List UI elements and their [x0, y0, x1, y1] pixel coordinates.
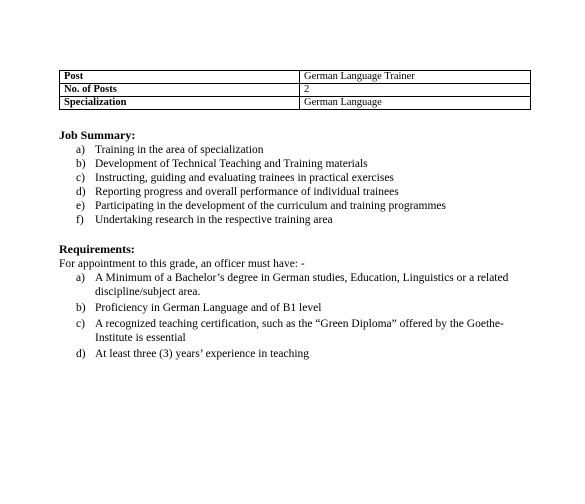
- list-item-text: Reporting progress and overall performance of individual trainees: [95, 186, 399, 198]
- list-item-text: At least three (3) years’ experience in teaching: [95, 348, 310, 360]
- no-of-posts-label: No. of Posts: [60, 84, 300, 97]
- post-details-table: [59, 70, 531, 110]
- list-item: [76, 347, 540, 361]
- list-item-text: Instructing, guiding and evaluating trainees in practical exercises: [95, 172, 394, 184]
- job-summary-heading: Job Summary:: [59, 128, 136, 142]
- list-item: [76, 185, 535, 199]
- list-marker: e): [76, 200, 85, 212]
- list-item: [76, 213, 535, 227]
- list-item: [76, 143, 535, 157]
- no-of-posts-value: 2: [300, 84, 531, 97]
- list-marker: f): [76, 214, 84, 226]
- table-row: [60, 97, 531, 110]
- list-marker: a): [76, 144, 85, 156]
- table-row: [60, 84, 531, 97]
- list-item: [76, 171, 535, 185]
- list-item-text: Undertaking research in the respective training area: [95, 214, 333, 226]
- list-marker: d): [76, 348, 86, 360]
- list-marker: d): [76, 186, 86, 198]
- post-value: German Language Trainer: [300, 71, 531, 84]
- requirements-intro: For appointment to this grade, an officer must have: -: [59, 258, 305, 270]
- list-item-text: A Minimum of a Bachelor’s degree in German studies, Education, Linguistics or a related discipline/subject area.: [95, 272, 509, 298]
- list-item: [76, 271, 540, 299]
- post-label: Post: [60, 71, 300, 84]
- list-item-text: A recognized teaching certification, such as the “Green Diploma” offered by the Goethe-Institute is essential: [95, 318, 504, 344]
- list-marker: a): [76, 272, 85, 284]
- list-item: [76, 199, 535, 213]
- list-item: [76, 157, 535, 171]
- job-summary-list: [76, 143, 535, 227]
- list-marker: b): [76, 302, 86, 314]
- list-item: [76, 301, 540, 315]
- list-marker: c): [76, 318, 85, 330]
- list-item: [76, 317, 540, 345]
- list-marker: c): [76, 172, 85, 184]
- list-item-text: Proficiency in German Language and of B1 level: [95, 302, 322, 314]
- list-item-text: Participating in the development of the curriculum and training programmes: [95, 200, 446, 212]
- list-item-text: Training in the area of specialization: [95, 144, 264, 156]
- list-item-text: Development of Technical Teaching and Training materials: [95, 158, 368, 170]
- specialization-label: Specialization: [60, 97, 300, 110]
- list-marker: b): [76, 158, 86, 170]
- requirements-list: [76, 271, 540, 361]
- specialization-value: German Language: [300, 97, 531, 110]
- table-row: [60, 71, 531, 84]
- requirements-heading: Requirements:: [59, 242, 135, 256]
